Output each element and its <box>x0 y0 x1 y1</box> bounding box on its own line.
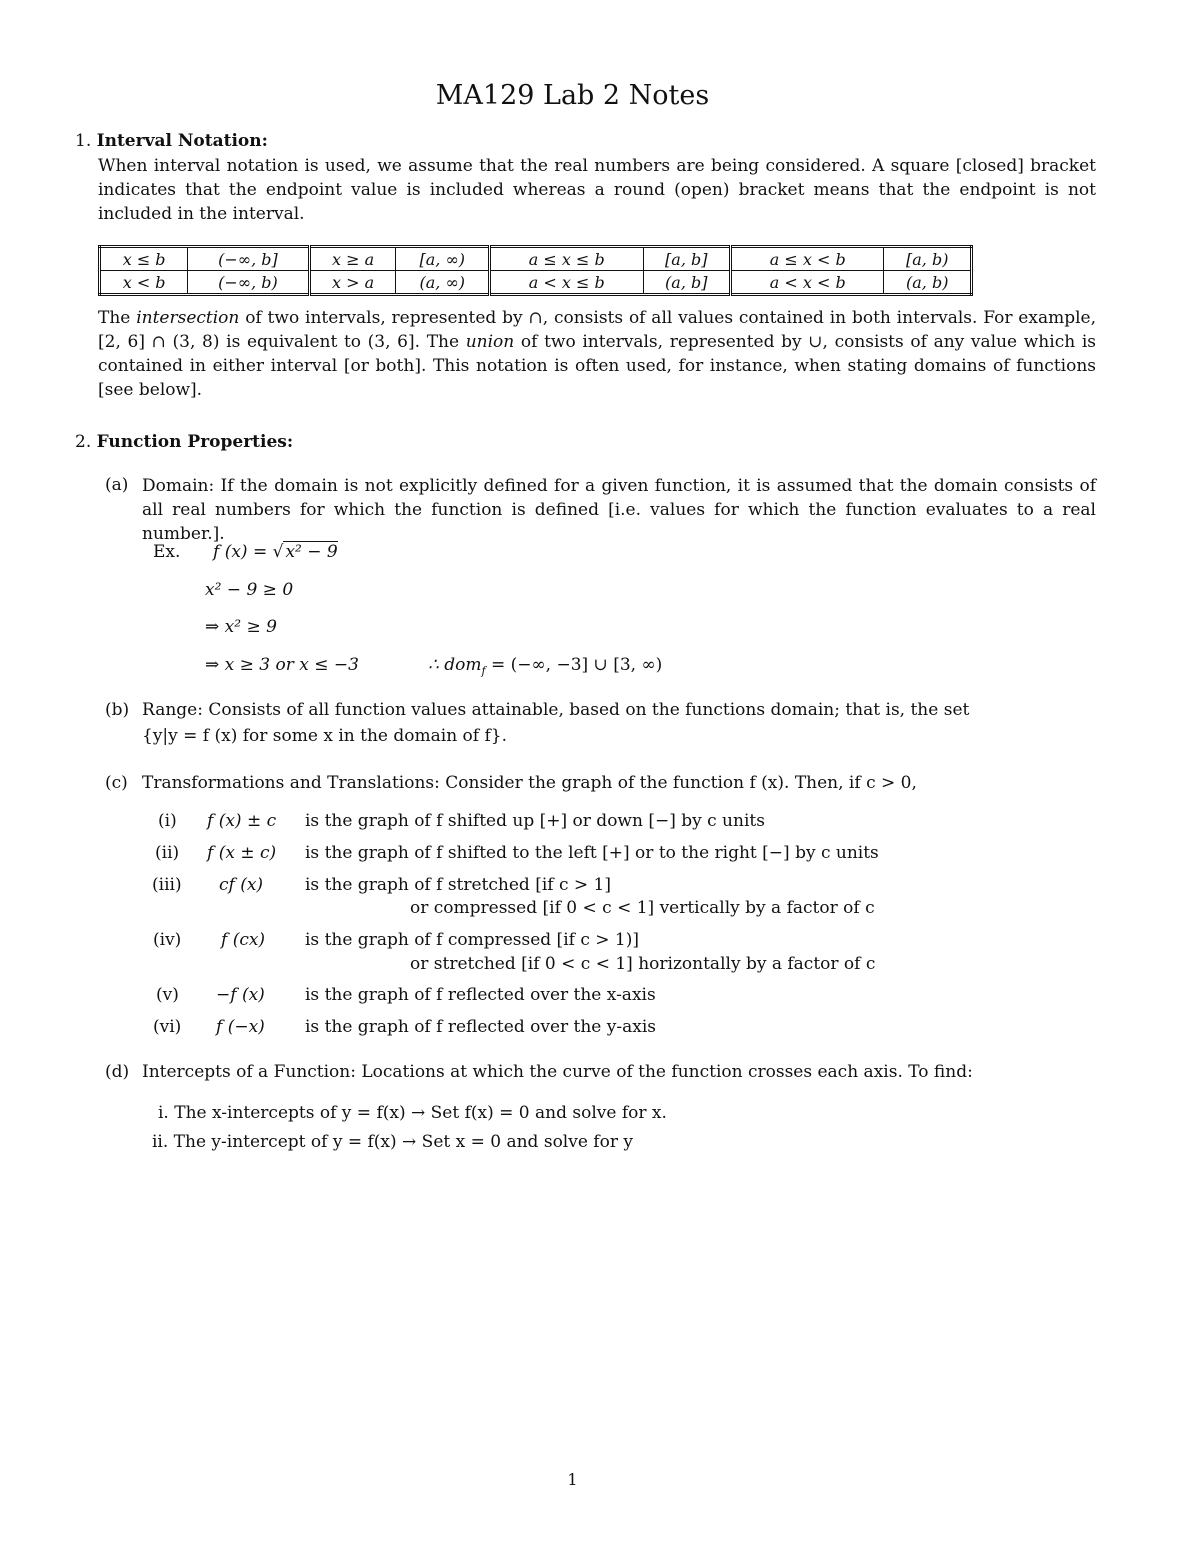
interval-intro: When interval notation is used, we assume that the real numbers are being considered. A square [closed] bracket indicates that the endpoint value is included whereas a round (open) bracket means that the endpoint is not included in the interval. <box>98 156 1096 224</box>
domain-text: Domain: If the domain is not explicitly defined for a given function, it is assumed that the domain consists of all real numbers for which the function is defined [i.e. values for which the function evaluates to a real number.]. <box>142 476 1096 544</box>
interval-operations-paragraph <box>98 306 1096 402</box>
range-line2: {y|y = f (x) for some x in the domain of f}. <box>142 726 507 746</box>
transform-expr: f (cx) <box>221 930 266 950</box>
transformations-intro: Transformations and Translations: Consider the graph of the function f (x). Then, if c > 0, <box>142 773 917 793</box>
transform-desc-cont: or compressed [if 0 < c < 1] vertically by a factor of c <box>410 898 875 918</box>
transform-desc: is the graph of f stretched [if c > 1] <box>305 875 611 895</box>
domain-example-eq2: x² − 9 ≥ 0 <box>205 580 294 600</box>
equation-lhs: f (x) = <box>213 542 273 562</box>
transform-desc: is the graph of f shifted up [+] or down [−] by c units <box>305 811 765 831</box>
section-1-heading <box>75 131 268 151</box>
item-label-a: (a) <box>105 475 129 495</box>
table-cell: x ≥ a <box>309 247 396 271</box>
text-run: The <box>98 308 137 328</box>
transform-expr: f (x ± c) <box>207 843 277 863</box>
table-cell: [a, b) <box>884 247 972 271</box>
table-row <box>100 247 972 271</box>
transform-expr: f (x) ± c <box>207 811 277 831</box>
dom-value: = (−∞, −3] ∪ [3, ∞) <box>485 655 663 675</box>
item-label-b: (b) <box>105 700 130 720</box>
intercepts-item-ii: ii. The y-intercept of y = f(x) → Set x = 0 and solve for y <box>152 1132 633 1152</box>
table-cell: x > a <box>309 271 396 295</box>
table-cell: (−∞, b) <box>188 271 309 295</box>
transform-num: (iv) <box>153 930 182 950</box>
transform-desc: is the graph of f shifted to the left [+] or to the right [−] by c units <box>305 843 879 863</box>
transform-num: (i) <box>158 811 177 831</box>
table-cell: a < x ≤ b <box>490 271 643 295</box>
page-number: 1 <box>567 1470 578 1489</box>
section-heading: Interval Notation: <box>96 131 268 151</box>
table-cell: x ≤ b <box>100 247 188 271</box>
intercepts-intro: Intercepts of a Function: Locations at which the curve of the function crosses each axis. To find: <box>142 1062 973 1082</box>
item-label-d: (d) <box>105 1062 130 1082</box>
domain-example-eq3: ⇒ x² ≥ 9 <box>205 617 277 637</box>
table-cell: (a, b] <box>643 271 730 295</box>
table-cell: a < x < b <box>730 271 883 295</box>
section-number: 2. <box>75 432 92 452</box>
transform-num: (vi) <box>153 1017 182 1037</box>
transform-expr: f (−x) <box>216 1017 265 1037</box>
range-line1: Range: Consists of all function values attainable, based on the functions domain; that is, the set <box>142 700 970 720</box>
domain-example-eq1 <box>213 542 338 562</box>
page-title: MA129 Lab 2 Notes <box>435 80 710 111</box>
table-cell: [a, ∞) <box>396 247 490 271</box>
text-run: of two intervals, represented by ∪, consists of any value which is contained in either interval [or both]. This notation is often used, for instance, when stating domains of functions [see below]. <box>98 332 1096 400</box>
radicand: x² − 9 <box>285 542 338 562</box>
transform-num: (ii) <box>155 843 180 863</box>
transform-desc: is the graph of f compressed [if c > 1)] <box>305 930 639 950</box>
transform-desc: is the graph of f reflected over the x-axis <box>305 985 656 1005</box>
intercepts-item-i: i. The x-intercepts of y = f(x) → Set f(x) = 0 and solve for x. <box>158 1103 667 1123</box>
transform-num: (iii) <box>152 875 182 895</box>
table-cell: x < b <box>100 271 188 295</box>
table-cell: (a, ∞) <box>396 271 490 295</box>
section-2-heading <box>75 432 293 452</box>
transform-expr: −f (x) <box>216 985 265 1005</box>
text-run: of two intervals, represented by ∩, consists of all values contained in both intervals. For example, [2, 6] ∩ (3, 8) is equivalent to (3, 6]. The <box>98 308 1096 352</box>
table-cell: (a, b) <box>884 271 972 295</box>
item-label-c: (c) <box>105 773 128 793</box>
transform-num: (v) <box>156 985 179 1005</box>
table-cell: (−∞, b] <box>188 247 309 271</box>
table-cell: a ≤ x < b <box>730 247 883 271</box>
term-intersection: intersection <box>136 308 240 328</box>
radical-sign: √ <box>272 542 284 562</box>
table-cell: a ≤ x ≤ b <box>490 247 643 271</box>
domain-result <box>428 655 662 677</box>
dom-subscript: f <box>481 664 486 678</box>
domain-example-eq4: ⇒ x ≥ 3 or x ≤ −3 <box>205 655 359 675</box>
interval-table <box>98 245 973 296</box>
transform-expr: cf (x) <box>219 875 264 895</box>
transform-desc: is the graph of f reflected over the y-axis <box>305 1017 657 1037</box>
section-heading: Function Properties: <box>96 432 294 452</box>
table-cell: [a, b] <box>643 247 730 271</box>
table-row <box>100 271 972 295</box>
section-number: 1. <box>75 131 92 151</box>
example-label: Ex. <box>153 542 181 562</box>
transform-desc-cont: or stretched [if 0 < c < 1] horizontally by a factor of c <box>410 954 876 974</box>
term-union: union <box>465 332 515 352</box>
therefore-dom: ∴ dom <box>428 655 482 675</box>
